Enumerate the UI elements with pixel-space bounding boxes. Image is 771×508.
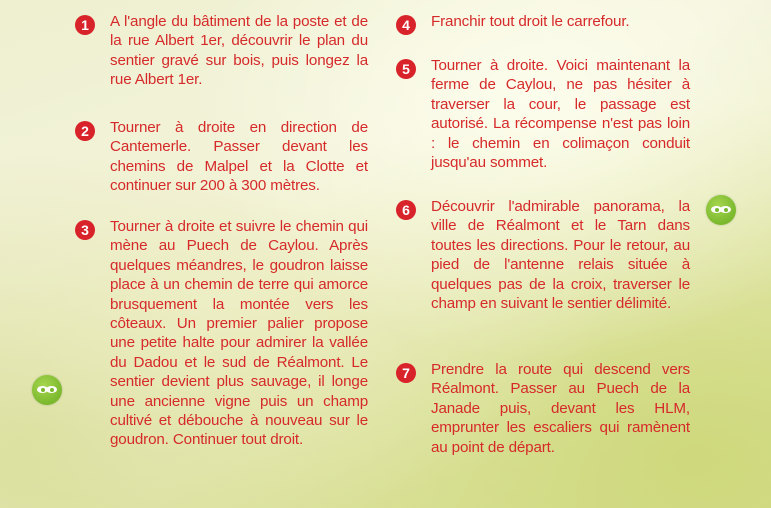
eye-icon: [46, 386, 57, 393]
step-number-3: 3: [75, 220, 95, 240]
step-number-6: 6: [396, 200, 416, 220]
nav-eye-button-left[interactable]: [32, 375, 62, 405]
step-number-5: 5: [396, 59, 416, 79]
step-text-6: Découvrir l'admirable panorama, la ville de Réalmont et le Tarn dans toutes les directions. Pour le retour, au pied de l'antenne relais située à quelques pas de la croix, traverser le champ en suivant le sentier délimité.: [431, 198, 690, 313]
step-text-2: Tourner à droite en direction de Cantemerle. Passer devant les chemins de Malpel et la Clotte et continuer sur 200 à 300 mètres.: [110, 119, 368, 195]
eye-icon: [720, 206, 731, 213]
step-text-7: Prendre la route qui descend vers Réalmont. Passer au Puech de la Janade puis, devant les HLM, emprunter les escaliers qui ramènent au point de départ.: [431, 361, 690, 456]
step-number-7: 7: [396, 363, 416, 383]
step-number-1: 1: [75, 15, 95, 35]
step-number-2: 2: [75, 121, 95, 141]
step-number-4: 4: [396, 15, 416, 35]
step-text-5: Tourner à droite. Voici maintenant la ferme de Caylou, ne pas hésiter à traverser la cour, le passage est autorisé. La récompense n'est pas loin : le chemin en colimaçon conduit jusqu'au sommet.: [431, 57, 690, 172]
step-text-4: Franchir tout droit le carrefour.: [431, 13, 630, 30]
step-text-3: Tourner à droite et suivre le chemin qui mène au Puech de Caylou. Après quelques méandres, le goudron laisse place à un chemin de terre qui amorce brusquement la montée vers les côteaux. Un premier palier propose une petite halte pour admirer la vallée du Dadou et le sud de Réalmont. Le sentier devient plus sauvage, il longe une ancienne vigne puis un champ cultivé et débouche à nouveau sur le goudron. Continuer tout droit.: [110, 218, 368, 449]
nav-eye-button-right[interactable]: [706, 195, 736, 225]
step-text-1: A l'angle du bâtiment de la poste et de la rue Albert 1er, découvrir le plan du sentier gravé sur bois, puis longez la rue Albert 1er.: [110, 13, 368, 89]
